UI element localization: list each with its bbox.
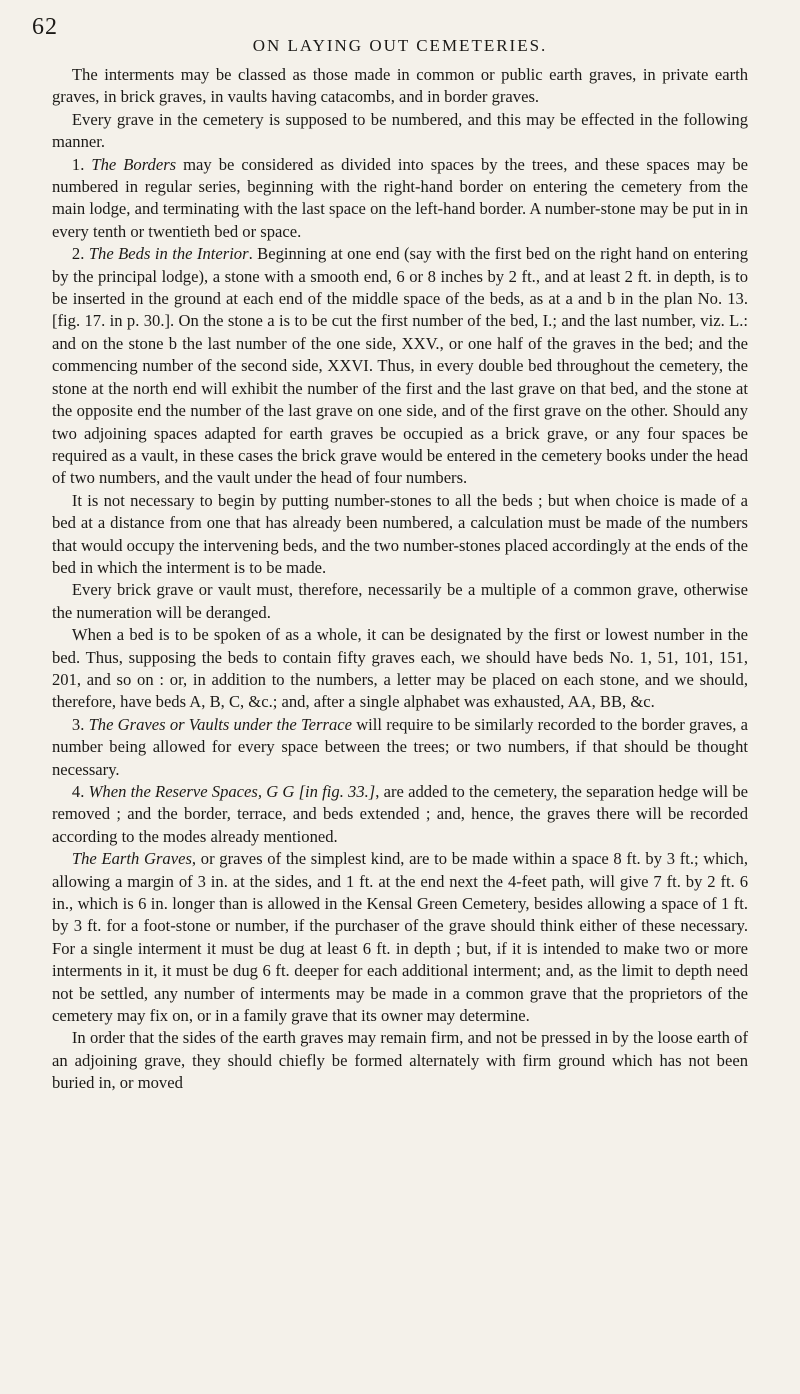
item-text: . Beginning at one end (say with the first bed on the right hand on entering by the principal lodge), a stone with a smooth end, 6 or 8 inches by 2 ft., and at least 2 ft. in depth, is to be inserted in the ground at each end of the middle space of the beds, as at a and b in the plan No. 13. [fig. 17. in p. 30.]. On the stone a is to be cut the first number of the bed, I.; and the last number, viz. L.: and on the stone b the last number of the one side, XXV., or one half of the graves in the bed; and the commencing number of the second side, XXVI. Thus, in every double bed throughout the cemetery, the stone at the north end will exhibit the number of the first and the last grave on that bed, and the stone at the opposite end the number of the last grave on one side, and of the first grave on the other. Should any two adjoining spaces adapted for earth graves be occupied as a brick grave, or any four spaces be required as a vault, in these cases the brick grave would be entered in the cemetery books under the head of two numbers, and the vault under the head of four numbers. <box>52 244 748 488</box>
item-text: may be considered as divided into spaces by the trees, and these spaces may be numbered in regular series, beginning with the right-hand border on entering the cemetery from the main lodge, and terminating with the last space on the left-hand border. A number-stone may be put in in every tenth or twentieth bed or space. <box>52 154 748 241</box>
page-header <box>32 14 748 64</box>
item-number: 2. <box>71 244 85 264</box>
paragraph-reserve-spaces <box>52 781 748 848</box>
paragraph-borders <box>52 154 748 244</box>
paragraph-terrace-vaults <box>52 714 748 781</box>
paragraph-bed-designation: When a bed is to be spoken of as a whole, it can be designated by the first or lowest number in the bed. Thus, supposing the beds to contain fifty graves each, we should have beds No. 1, 51, 101, 151, 201, and so on : or, in addition to the numbers, a letter may be placed on each stone, and we should, therefore, have beds A, B, C, &c.; and, after a single alphabet was exhausted, AA, BB, &c. <box>52 625 748 712</box>
page-body <box>52 64 748 1095</box>
item-number: 1. <box>71 154 85 174</box>
item-text: , or graves of the simplest kind, are to be made within a space 8 ft. by 3 ft.; which, allowing a margin of 3 in. at the sides, and 1 ft. at the end next the 4-feet path, will give 7 ft. by 2 ft. 6 in., which is 6 in. longer than is allowed in the Kensal Green Cemetery, besides allowing a space of 1 ft. by 3 ft. for a foot-stone or number, if the purchaser of the grave should think either of these necessary. For a single interment it must be dug at least 6 ft. in depth ; but, if it is intended to make two or more interments in it, it must be dug 6 ft. deeper for each additional interment; and, as the limit to depth need not be settled, any number of interments may be made in a common grave that the proprietors of the cemetery may fix on, or in a family grave that its owner may determine. <box>52 849 748 1026</box>
item-title: The Earth Graves <box>71 849 192 869</box>
item-title: The Beds in the Interior <box>88 244 249 264</box>
paragraph-grave-sides: In order that the sides of the earth graves may remain firm, and not be pressed in by the loose earth of an adjoining grave, they should chiefly be formed alternately with firm ground which has not been buried in, or moved <box>52 1028 748 1093</box>
item-title: When the Reserve Spaces, G G [in fig. 33.] <box>88 782 376 801</box>
paragraph-brick-grave: Every brick grave or vault must, therefore, necessarily be a multiple of a common grave, otherwise the numeration will be deranged. <box>52 580 748 622</box>
page-number: 62 <box>32 14 58 40</box>
item-number: 4. <box>71 782 85 801</box>
item-text: will require to be similarly recorded to the border graves, a number being allowed for every space between the trees; or two numbers, if that should be thought necessary. <box>52 714 749 779</box>
paragraph-number-stones: It is not necessary to begin by putting number-stones to all the beds ; but when choice is made of a bed at a distance from one that has already been numbered, a calculation must be made of the numbers that would occupy the intervening beds, and the two number-stones placed accordingly at the ends of the bed in which the interment is to be made. <box>52 490 748 577</box>
item-title: The Graves or Vaults under the Terrace <box>88 714 352 734</box>
paragraph-earth-graves <box>52 848 748 1027</box>
running-head: ON LAYING OUT CEMETERIES. <box>252 36 548 55</box>
item-title: The Borders <box>91 154 177 174</box>
paragraph-interments: The interments may be classed as those made in common or public earth graves, in private earth graves, in brick graves, in vaults having catacombs, and in border graves. <box>52 65 748 107</box>
paragraph-numbering: Every grave in the cemetery is supposed to be numbered, and this may be effected in the following manner. <box>52 109 748 152</box>
paragraph-beds-interior <box>52 243 748 489</box>
item-number: 3. <box>71 714 85 734</box>
item-text: , are added to the cemetery, the separation hedge will be removed ; and the border, terrace, and beds extended ; and, hence, the graves there will be recorded according to the modes already mentioned. <box>52 782 748 846</box>
